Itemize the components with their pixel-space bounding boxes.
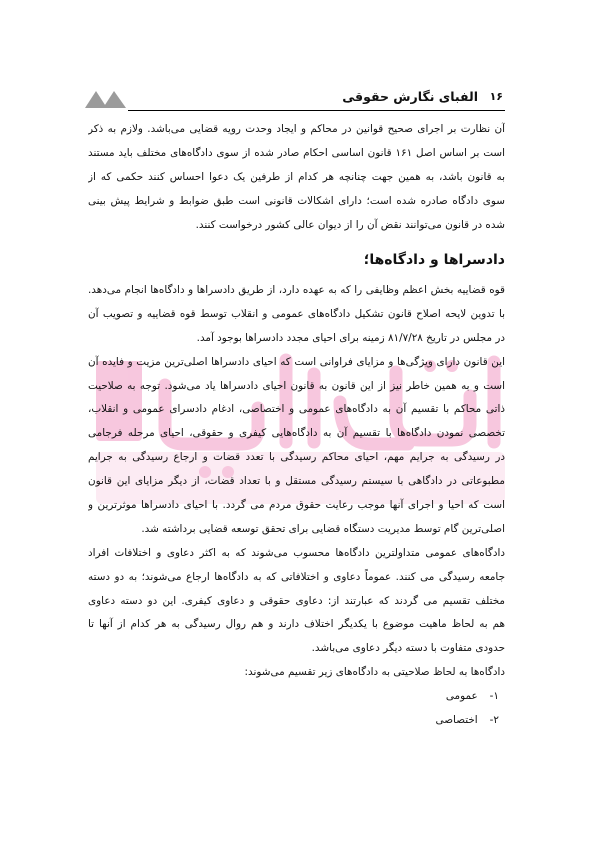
paragraph <box>88 351 505 542</box>
text-line: ذاتی محاکم با تقسیم آن به دادگاه‌های عمومی و اختصاصی، ادغام دادسرای عمومی و انقلاب، <box>88 403 505 416</box>
text-line: است بر اساس اصل ۱۶۱ قانون اساسی احکام صادر شده از سوی دادگاه‌های مختلف باید مستند <box>88 146 505 159</box>
text-line: حدودی متفاوت با دسته دیگر دعاوی می‌باشد. <box>311 642 505 655</box>
text-line: این قانون دارای ویژگی‌ها و مزایای فراوانی است که احیای دادسراها اصلی‌ترین مزیت و فایده آن <box>88 355 505 368</box>
text-line: شده در قانون می‌توانند نقض آن را از دیوان عالی کشور درخواست کنند. <box>195 218 505 231</box>
text-line: به قانون باشد، به همین جهت چنانچه هر کدام از طرفین یک دعوا احساس کنند حکمی که از <box>88 170 505 183</box>
section-heading-wrap <box>88 247 505 273</box>
running-title: الفبای نگارش حقوقی <box>342 89 478 104</box>
text-line: دادگاه‌ها به لحاظ صلاحیتی به دادگاه‌های زیر تقسیم می‌شوند: <box>244 666 505 679</box>
text-line: دادگاه‌های عمومی متداولترین دادگاه‌ها محسوب می‌شوند که به اکثر دعاوی و اختلافات افراد <box>88 546 505 559</box>
text-line: هم به لحاظ ماهیت موضوع با یکدیگر اختلاف دارند و هم روال رسیدگی به هر کدام از آنها تا <box>88 618 505 631</box>
text-line: اصلی‌ترین گام توسط مدیریت دستگاه قضایی برای تحقق توسعه قضایی برداشته شد. <box>141 522 505 535</box>
text-line: مختلف تقسیم می گردند که عبارتند از: دعاوی حقوقی و دعاوی کیفری. این دو دسته دعاوی <box>88 594 505 607</box>
body-text <box>88 0 505 853</box>
list-item-label: عمومی <box>445 690 478 703</box>
page-number: ۱۶ <box>489 90 503 103</box>
list-item-number: ۲- <box>489 714 499 727</box>
text-line: جامعه رسیدگی می کنند. عموماً دعاوی و اختلافاتی که به دادگاه‌ها ارجاع می‌شوند؛ به دو دسته <box>88 570 505 583</box>
list-item <box>88 709 505 733</box>
paragraph <box>88 661 505 685</box>
paragraph <box>88 279 505 351</box>
text-line: است و به همین خاطر نیز از این قانون به قانون احیای دادسراها یاد می‌شود. توجه به صلاحیت <box>88 379 505 392</box>
text-line: است که احیا و اجرای آنها موجب رعایت حقوق مردم می گردد. با احیای دادسراها موثرترین و <box>88 499 505 512</box>
text-line: در مجلس در تاریخ ۸۱/۷/۲۸ زمینه برای احیای مجدد دادسراها بوجود آمد. <box>196 331 505 344</box>
text-line: قوه قضاییه بخش اعظم وظایفی را که به عهده دارد، از طریق دادسراها و دادگاه‌ها انجام می‌دهد. <box>88 284 505 296</box>
paragraph <box>88 542 505 661</box>
text-line: با تدوین لایحه اصلاح قانون تشکیل دادگاه‌های عمومی و انقلاب توسط قوه قضاییه و تصویب آن <box>88 307 505 320</box>
paragraph <box>88 118 505 237</box>
text-line: مطبوعاتی در دادگاهی با سیستم رسیدگی مستقل و با تعداد قضات، از دیگر مزایای این قانون <box>88 475 505 488</box>
text-line: تخصصی نمودن دادگاه‌ها با تقسیم آن به دادگاه‌هایی کیفری و حقوقی، احیای مرحله فرجامی <box>88 427 505 440</box>
text-line: آن نظارت بر اجرای صحیح قوانین در محاکم و ایجاد وحدت رویه قضایی می‌باشد. ولازم به ذکر <box>88 123 505 135</box>
list-item <box>88 685 505 709</box>
list-item-number: ۱- <box>489 690 499 703</box>
list-item-label: اختصاصی <box>435 714 478 727</box>
text-line: در رسیدگی به جرایم مهم، احیای محاکم رسیدگی با تعدد قضات و ارجاع رسیدگی به جرایم <box>88 451 505 464</box>
numbered-list <box>88 685 505 733</box>
text-line: سوی دادگاه صادره شده است؛ دارای اشکالات قانونی است طبق ضوابط و شرایط پیش بینی <box>88 194 505 207</box>
section-heading: دادسراها و دادگاه‌ها؛ <box>363 252 505 268</box>
section-body <box>88 279 505 733</box>
